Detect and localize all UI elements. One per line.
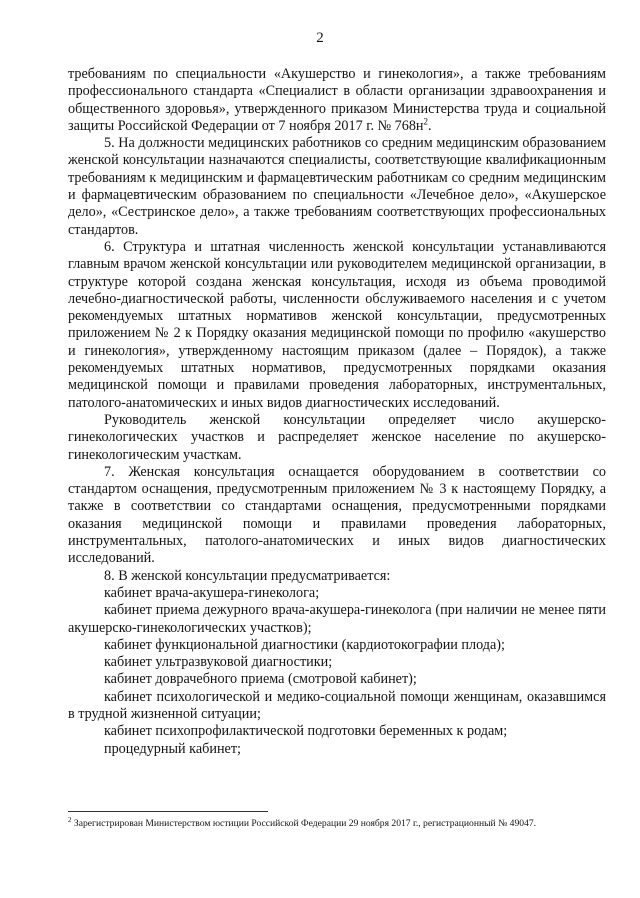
footnote-text: Зарегистрирован Министерством юстиции Российской Федерации 29 ноября 2017 г., регистрационный № 49047. (73, 818, 537, 829)
list-item: кабинет приема дежурного врача-акушера-гинеколога (при наличии не менее пяти акушерско-гинекологических участков); (68, 602, 606, 636)
footnote (68, 815, 608, 830)
footnote-reference: 2 (423, 116, 429, 127)
paragraph-text: требованиям по специальности «Акушерство и гинекология», а также требованиям профессионального стандарта «Специалист в области организации здравоохранения и общественного здоровья», утвержденного приказом Министерства труда и социальной защиты Российской Федерации от 7 ноября 2017 г. № 768н (68, 66, 606, 134)
page-number: 2 (316, 30, 324, 46)
paragraph-clause-8: 8. В женской консультации предусматривается: (104, 567, 391, 584)
list-item: кабинет функциональной диагностики (кардиотокографии плода); (104, 636, 505, 653)
paragraph-clause-5: 5. На должности медицинских работников со средним медицинским образованием женской консультации назначаются специалисты, соответствующие квалификационным требованиям к медицинским и фармацевтическим работникам со средним медицинским и фармацевтическим образованием по специальности «Лечебное дело», «Акушерское дело», «Сестринское дело», а также требованиям соответствующих профессиональных стандартов. (68, 135, 606, 238)
footnote-divider (68, 811, 268, 812)
list-item: кабинет психопрофилактической подготовки беременных к родам; (104, 723, 508, 740)
paragraph-end-punctuation: . (428, 117, 432, 134)
list-item: кабинет ультразвуковой диагностики; (104, 654, 333, 671)
paragraph-head-duties: Руководитель женской консультации определяет число акушерско-гинекологических участков и распределяет женское население по акушерско-гинекологическим участкам. (68, 411, 606, 463)
list-item: кабинет психологической и медико-социальной помощи женщинам, оказавшимся в трудной жизненной ситуации; (68, 688, 606, 722)
list-item: процедурный кабинет; (104, 740, 241, 757)
list-item: кабинет доврачебного приема (смотровой кабинет); (104, 671, 417, 688)
footnote-marker: 2 (68, 815, 72, 824)
document-body (68, 66, 606, 758)
paragraph-continuation (68, 66, 606, 135)
paragraph-clause-7: 7. Женская консультация оснащается оборудованием в соответствии со стандартом оснащения, предусмотренным приложением № 3 к настоящему Порядку, а также в соответствии со стандартами оснащения, предусмотренными порядками оказания медицинской помощи и правилами проведения лабораторных, инструментальных, патолого-анатомических и иных видов диагностических исследований. (68, 463, 606, 567)
paragraph-clause-6: 6. Структура и штатная численность женской консультации устанавливаются главным врачом женской консультации или руководителем медицинской организации, в структуре которой создана женская консультация, исходя из объема проводимой лечебно-диагностической работы, численности обслуживаемого населения и с учетом рекомендуемых штатных нормативов женской консультации, предусмотренных приложением № 2 к Порядку оказания медицинской помощи по профилю «акушерство и гинекология», утвержденному настоящим приказом (далее – Порядок), а также рекомендуемых штатных нормативов, предусмотренных порядками оказания медицинской помощи и правилами проведения лабораторных, инструментальных, патолого-анатомических и иных видов диагностических исследований. (68, 238, 606, 411)
list-item: кабинет врача-акушера-гинеколога; (104, 584, 320, 601)
